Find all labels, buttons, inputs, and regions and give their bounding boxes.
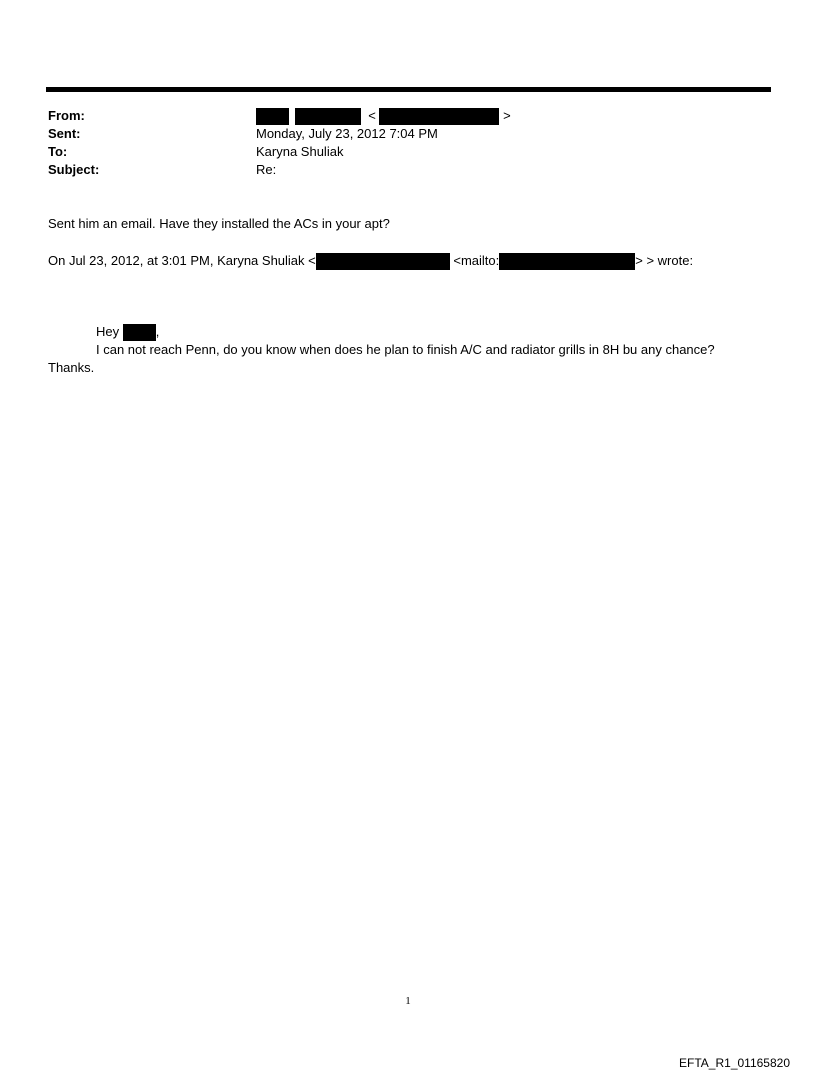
page-number: 1 xyxy=(405,995,411,1007)
to-label: To: xyxy=(48,144,68,159)
to-value: Karyna Shuliak xyxy=(256,144,344,159)
from-label: From: xyxy=(48,108,85,123)
sent-value: Monday, July 23, 2012 7:04 PM xyxy=(256,126,438,141)
quote-suffix: > > wrote: xyxy=(635,253,694,268)
subject-label: Subject: xyxy=(48,162,100,177)
header-divider xyxy=(46,87,771,92)
quote-mailto: <mailto: xyxy=(453,253,500,268)
redaction-block xyxy=(379,108,499,125)
greeting-line xyxy=(96,323,159,341)
reply-line: Sent him an email. Have they installed the ACs in your apt? xyxy=(48,216,390,231)
from-value xyxy=(256,107,511,125)
message-line: I can not reach Penn, do you know when does he plan to finish A/C and radiator grills in 8H bu any chance? xyxy=(96,342,715,357)
signoff: Thanks. xyxy=(48,360,95,375)
redaction-block xyxy=(123,324,156,341)
from-lt: < xyxy=(368,108,376,123)
greeting-comma: , xyxy=(155,324,160,339)
redaction-block xyxy=(316,253,450,270)
quote-header xyxy=(48,252,693,270)
quote-prefix: On Jul 23, 2012, at 3:01 PM, Karyna Shuliak < xyxy=(48,253,316,268)
greeting: Hey xyxy=(96,324,120,339)
redaction-block xyxy=(256,108,289,125)
redaction-block xyxy=(295,108,361,125)
from-gt: > xyxy=(503,108,511,123)
redaction-block xyxy=(499,253,635,270)
document-id: EFTA_R1_01165820 xyxy=(679,1056,790,1070)
sent-label: Sent: xyxy=(48,126,81,141)
subject-value: Re: xyxy=(256,162,277,177)
